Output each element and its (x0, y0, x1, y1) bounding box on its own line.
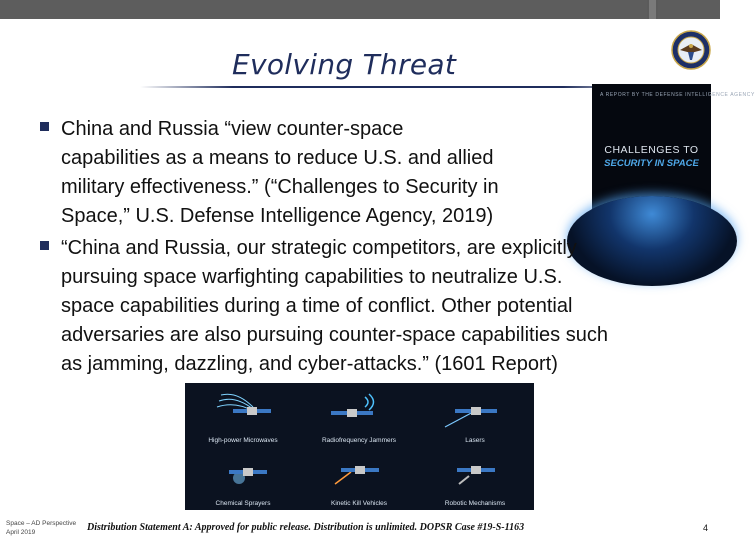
bullet-marker (40, 241, 49, 250)
threat-cell (417, 383, 533, 446)
threat-cell (301, 446, 417, 509)
footer-date: April 2019 (6, 529, 36, 536)
threat-caption: High-power Microwaves (208, 437, 278, 444)
bullet-marker (40, 122, 49, 131)
bullet-line: as jamming, dazzling, and cyber-attacks.” (1601 Report) (61, 353, 558, 375)
footer-presentation-name: Space – AD Perspective (6, 520, 77, 527)
threat-caption: Radiofrequency Jammers (321, 437, 397, 444)
satellite-icon (213, 454, 273, 492)
threat-caption: Robotic Mechanisms (444, 500, 506, 507)
footer-meta (6, 519, 76, 537)
dod-seal-icon (671, 30, 711, 70)
threat-cell (301, 383, 417, 446)
bullet-line: capabilities as a means to reduce U.S. and allied (61, 147, 494, 169)
threat-cell (185, 383, 301, 446)
top-bar-segment (658, 0, 720, 19)
bullet-line: military effectiveness.” (“Challenges to Security in (61, 176, 499, 198)
top-bar-segment (649, 0, 656, 19)
bullet-line: “China and Russia, our strategic competitors, are explicitly (61, 237, 577, 259)
top-bar (0, 0, 720, 19)
top-bar-segment (0, 0, 647, 19)
bullet-line: Space,” U.S. Defense Intelligence Agency, 2019) (61, 205, 494, 227)
bullet-line: space capabilities during a time of conflict. Other potential (61, 295, 573, 317)
counter-space-graphic (185, 383, 534, 510)
report-cover-image (592, 84, 755, 234)
threat-caption: Chemical Sprayers (215, 500, 271, 507)
page-number: 4 (703, 523, 709, 533)
satellite-icon (445, 391, 505, 429)
threat-caption: Kinetic Kill Vehicles (331, 500, 387, 507)
cover-top-text: A REPORT BY THE DEFENSE INTELLIGENCE AGENCY (600, 92, 755, 98)
bullet-line: pursuing space warfighting capabilities to neutralize U.S. (61, 266, 563, 288)
cover-title-line2: SECURITY IN SPACE (604, 158, 699, 169)
cover-title-line1: CHALLENGES TO (604, 144, 699, 156)
threat-cell (185, 446, 301, 509)
satellite-icon (329, 391, 389, 429)
threat-caption: Lasers (465, 437, 485, 444)
slide-title: Evolving Threat (232, 48, 457, 81)
distribution-statement: Distribution Statement A: Approved for public release. Distribution is unlimited. DOPSR Case #19-S-1163 (87, 522, 525, 533)
cover-earth-graphic (567, 196, 737, 286)
satellite-icon (445, 454, 505, 492)
satellite-icon (213, 391, 273, 429)
bullet-line: China and Russia “view counter-space (61, 118, 404, 140)
satellite-icon (329, 454, 389, 492)
title-underline (140, 86, 656, 88)
threat-cell (417, 446, 533, 509)
bullet-line: adversaries are also pursuing counter-space capabilities such (61, 324, 608, 346)
